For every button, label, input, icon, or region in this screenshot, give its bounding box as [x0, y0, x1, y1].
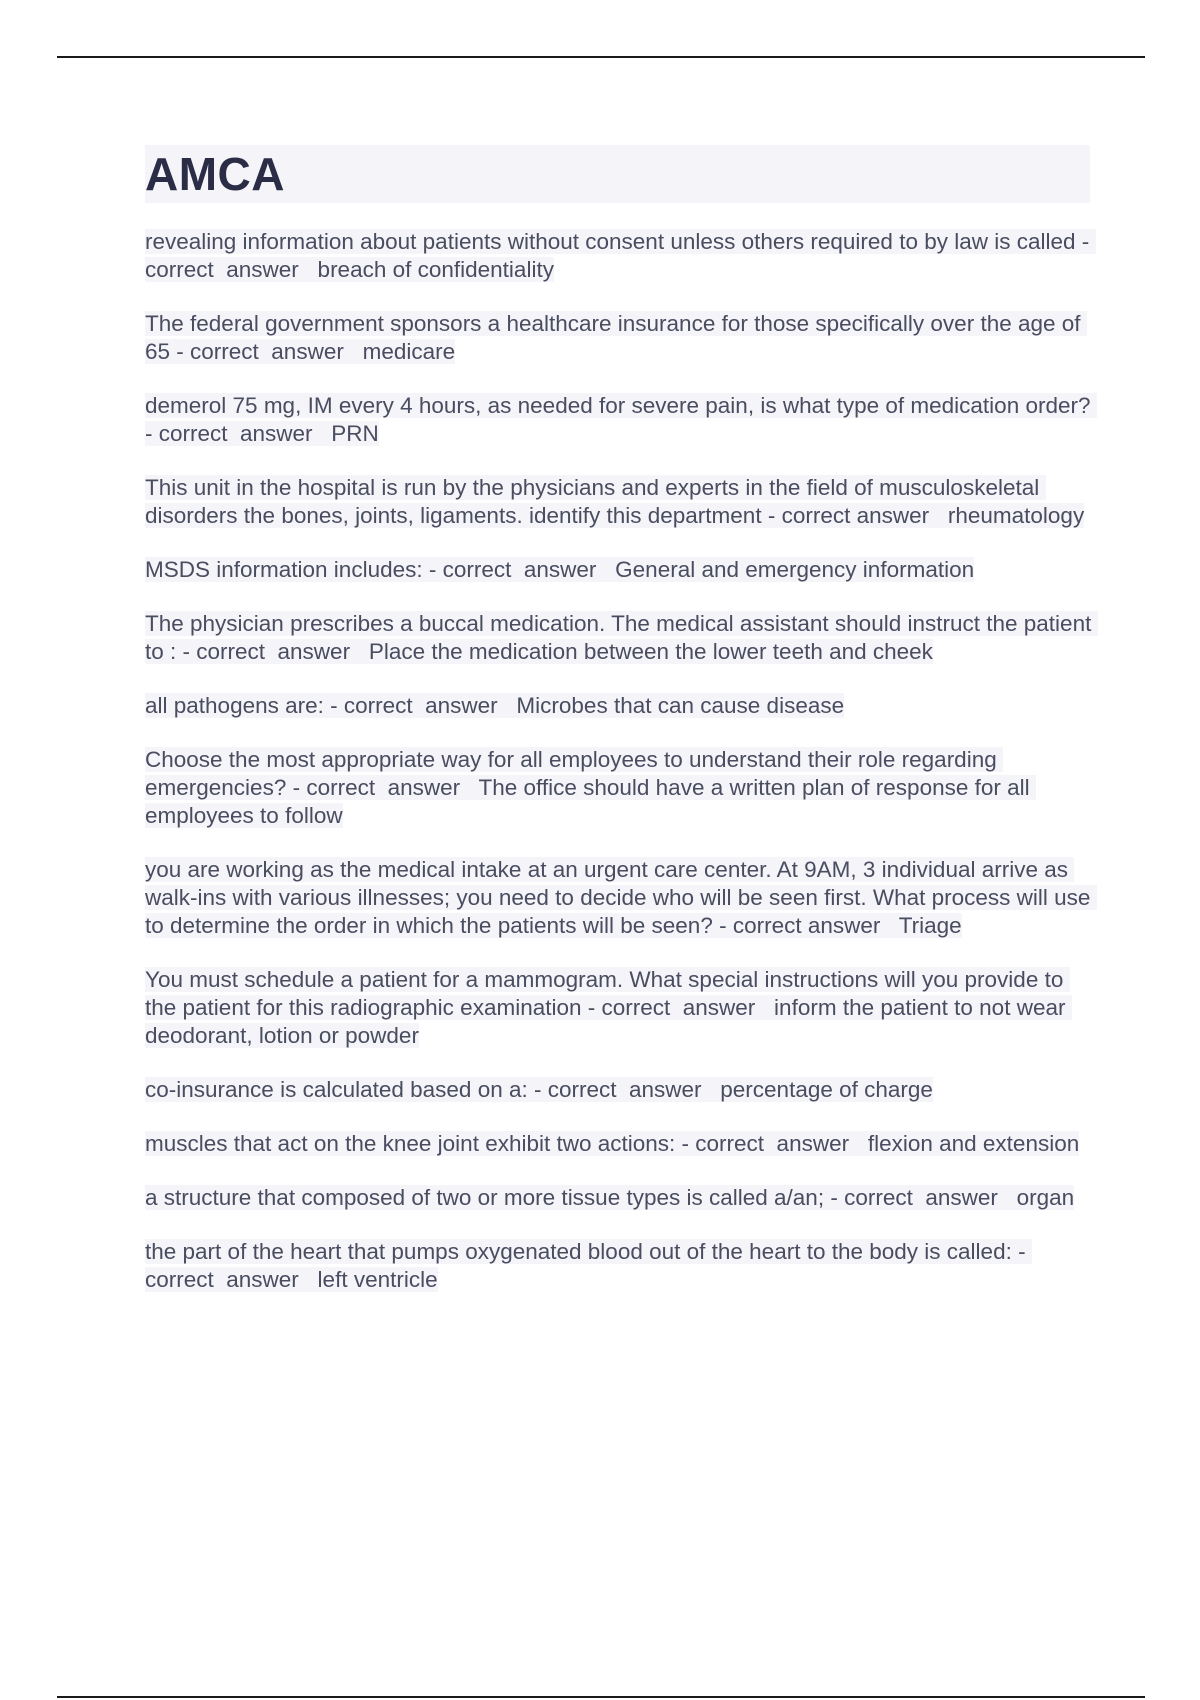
qa-list — [145, 228, 1098, 1320]
qa-item — [145, 556, 1095, 584]
qa-text: Choose the most appropriate way for all employees to understand their role regarding emergencies? - correct answer The office should have a written plan of response for all employees to follow — [145, 747, 1036, 828]
qa-text: a structure that composed of two or more tissue types is called a/an; - correct answer organ — [145, 1185, 1075, 1210]
qa-item — [145, 746, 1095, 830]
qa-text: This unit in the hospital is run by the physicians and experts in the field of musculoskeletal disorders the bones, joints, ligaments. identify this department - correct answer rheumatology — [145, 475, 1085, 528]
qa-item — [145, 610, 1098, 666]
qa-text: muscles that act on the knee joint exhibit two actions: - correct answer flexion and extension — [145, 1131, 1080, 1156]
qa-item — [145, 856, 1095, 940]
qa-item — [145, 1076, 1095, 1104]
qa-item — [145, 228, 1095, 284]
qa-text: The federal government sponsors a healthcare insurance for those specifically over the age of 65 - correct answer medicare — [145, 311, 1087, 364]
qa-text: revealing information about patients without consent unless others required to by law is called - correct answer breach of confidentiality — [145, 229, 1096, 282]
qa-text: you are working as the medical intake at an urgent care center. At 9AM, 3 individual arrive as walk-ins with various illnesses; you need to decide who will be seen first. What process will use to determine the order in which the patients will be seen? - correct answer Triage — [145, 857, 1097, 938]
qa-item — [145, 392, 1095, 448]
qa-item — [145, 1238, 1095, 1294]
qa-text: demerol 75 mg, IM every 4 hours, as needed for severe pain, is what type of medication order? - correct answer PRN — [145, 393, 1097, 446]
qa-text: MSDS information includes: - correct answer General and emergency information — [145, 557, 975, 582]
qa-text: co-insurance is calculated based on a: - correct answer percentage of charge — [145, 1077, 933, 1102]
page-title: AMCA — [145, 148, 285, 200]
bottom-rule — [57, 1696, 1145, 1698]
qa-item — [145, 474, 1095, 530]
qa-text: all pathogens are: - correct answer Microbes that can cause disease — [145, 693, 845, 718]
qa-item — [145, 1130, 1095, 1158]
qa-item — [145, 1184, 1095, 1212]
qa-item — [145, 966, 1095, 1050]
top-rule — [57, 56, 1145, 58]
qa-text: The physician prescribes a buccal medication. The medical assistant should instruct the patient to : - correct answer Place the medication between the lower teeth and cheek — [145, 611, 1098, 664]
qa-text: the part of the heart that pumps oxygenated blood out of the heart to the body is called: - correct answer left ventricle — [145, 1239, 1032, 1292]
title-band — [145, 145, 1090, 203]
qa-text: You must schedule a patient for a mammogram. What special instructions will you provide to the patient for this radiographic examination - correct answer inform the patient to not wear deodorant, lotion or powder — [145, 967, 1072, 1048]
qa-item — [145, 310, 1095, 366]
qa-item — [145, 692, 1095, 720]
